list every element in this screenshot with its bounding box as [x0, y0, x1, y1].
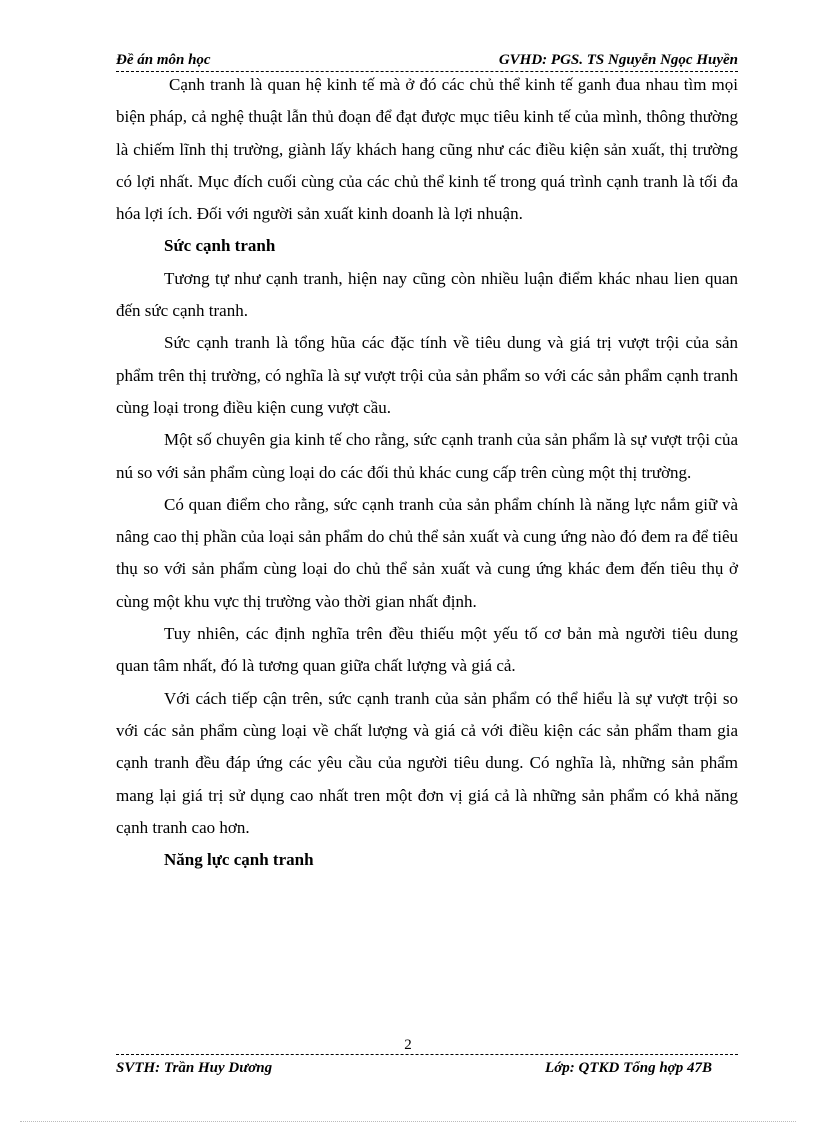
footer-class: Lớp: QTKD Tổng hợp 47B [545, 1060, 712, 1076]
page-footer [116, 1058, 738, 1078]
section-heading-competitive-capacity: Năng lực cạnh tranh [164, 850, 314, 870]
header-supervisor: GVHD: PGS. TS Nguyễn Ngọc Huyền [498, 52, 738, 68]
paragraph-expert-opinion: Một số chuyên gia kinh tế cho rằng, sức cạnh tranh của sản phẩm là sự vượt trội của nú so với sản phẩm cùng loại do các đối thủ khác cung cấp trên cùng một thị trường. [116, 430, 738, 482]
paragraph-market-share-view: Có quan điểm cho rằng, sức cạnh tranh của sản phẩm chính là năng lực nắm giữ và nâng cao thị phần của loại sản phẩm do chủ thể sản xuất và cung ứng nào đó đem ra để tiêu thụ so với sản phẩm cùng loại do chủ thể sản xuất và cung ứng khác đem đến tiêu thụ ở cùng một khu vực thị trường vào thời gian nhất định. [116, 494, 738, 611]
footer-student: SVTH: Trần Huy Dương [116, 1060, 273, 1076]
paragraph-competitive-strength-definition: Sức cạnh tranh là tổng hũa các đặc tính về tiêu dung và giá trị vượt trội của sản phẩm trên thị trường, có nghĩa là sự vượt trội của sản phẩm so với các sản phẩm cạnh tranh cùng loại trong điều kiện cung vượt cầu. [116, 333, 738, 417]
page-number: 2 [404, 1037, 412, 1053]
paragraph-approach-conclusion: Với cách tiếp cận trên, sức cạnh tranh của sản phẩm có thể hiểu là sự vượt trội so với các sản phẩm cùng loại về chất lượng và giá cả với điều kiện các sản phẩm tham gia cạnh tranh đều đáp ứng các yêu cầu của người tiêu dung. Có nghĩa là, những sản phẩm mang lại giá trị sử dụng cao nhất tren một đơn vị giá cả là những sản phẩm có khả năng cạnh tranh cao hơn. [116, 688, 738, 837]
paragraph-competition-definition: Cạnh tranh là quan hệ kinh tế mà ở đó các chủ thể kinh tế ganh đua nhau tìm mọi biện pháp, cả nghệ thuật lẫn thủ đoạn để đạt được mục tiêu kinh tế của mình, thông thường là chiếm lĩnh thị trường, giành lấy khách hang cũng như các điều kiện sản xuất, thị trường có lợi nhất. Mục đích cuối cùng của các chủ thể kinh tế trong quá trình cạnh tranh là tối đa hóa lợi ích. Đối với người sản xuất kinh doanh là lợi nhuận. [116, 75, 738, 224]
header-course-title: Đề án môn học [116, 52, 211, 68]
page-edge-divider [20, 1121, 796, 1122]
paragraph-competitive-strength-intro: Tương tự như cạnh tranh, hiện nay cũng còn nhiều luận điểm khác nhau lien quan đến sức cạnh tranh. [116, 268, 738, 321]
body-text [116, 69, 738, 876]
paragraph-missing-factor: Tuy nhiên, các định nghĩa trên đều thiếu một yếu tố cơ bản mà người tiêu dung quan tâm nhất, đó là tương quan giữa chất lượng và giá cả. [116, 624, 738, 676]
footer-divider [116, 1054, 738, 1055]
section-heading-competitive-strength: Sức cạnh tranh [164, 236, 276, 256]
